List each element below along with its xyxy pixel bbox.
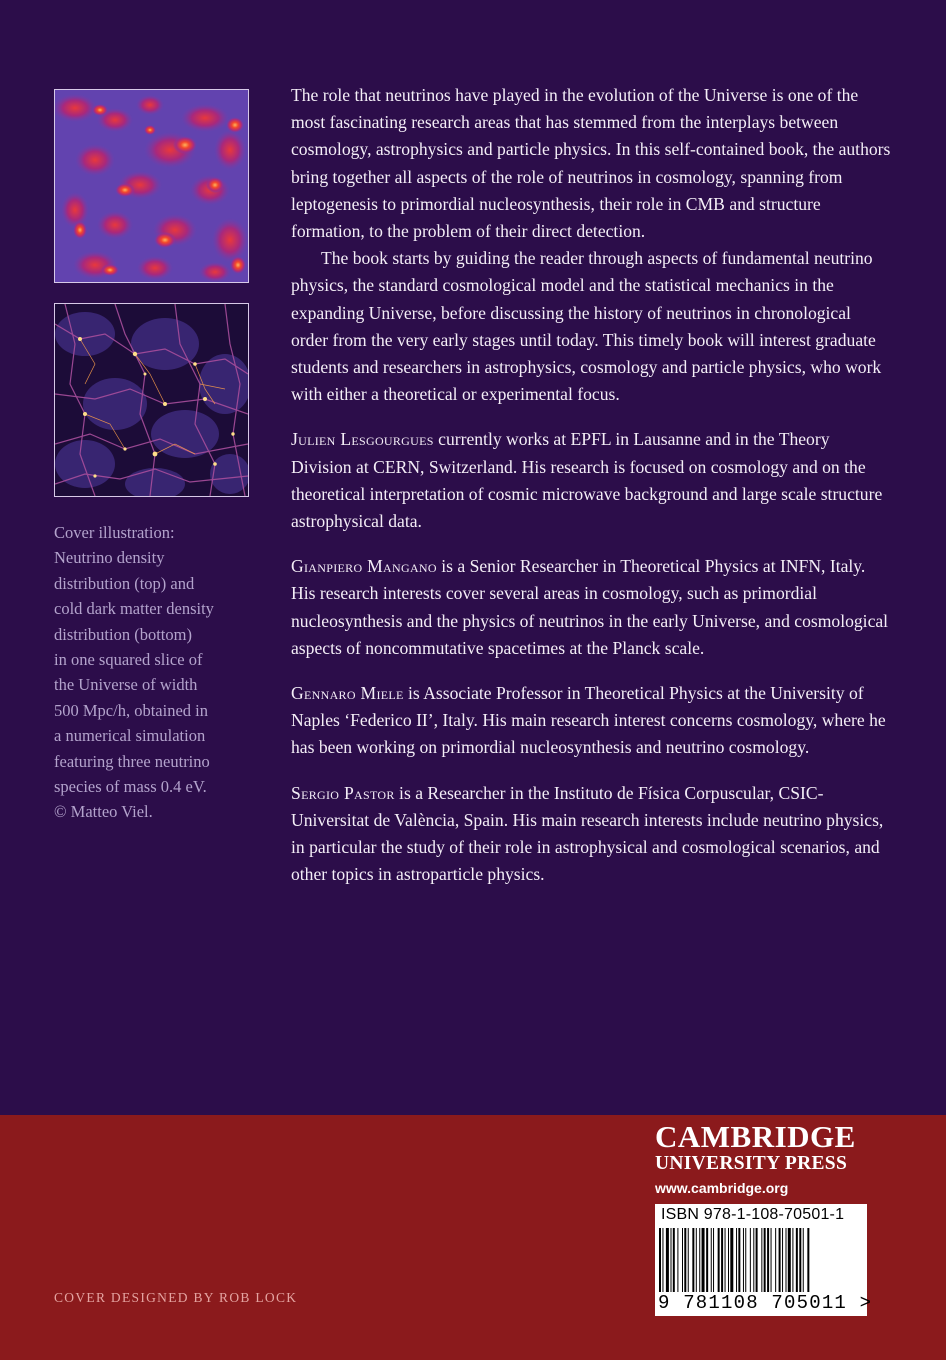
barcode-bar bbox=[730, 1228, 733, 1292]
barcode-bar bbox=[688, 1228, 689, 1292]
author-bio-lesgourgues bbox=[291, 426, 891, 535]
barcode-bar bbox=[771, 1228, 772, 1292]
author-name: Sergio Pastor bbox=[291, 782, 395, 803]
barcode-digits: 9 781108 705011 > bbox=[658, 1292, 873, 1314]
barcode-bar bbox=[736, 1228, 737, 1292]
barcode-bar bbox=[696, 1228, 697, 1292]
caption-line: Neutrino density bbox=[54, 548, 165, 568]
isbn-barcode bbox=[655, 1204, 873, 1316]
publisher-name: CAMBRIDGE bbox=[655, 1119, 856, 1154]
barcode-bar bbox=[743, 1228, 744, 1292]
caption-line: the Universe of width bbox=[54, 675, 198, 695]
caption-line: © Matteo Viel. bbox=[54, 802, 153, 822]
barcode-bar bbox=[662, 1228, 663, 1292]
caption-line: cold dark matter density bbox=[54, 599, 214, 619]
barcode-bar bbox=[721, 1228, 723, 1292]
caption-line: Cover illustration: bbox=[54, 523, 175, 542]
barcode-bar bbox=[738, 1228, 740, 1292]
barcode-bar bbox=[682, 1228, 683, 1292]
caption-line: in one squared slice of bbox=[54, 650, 203, 670]
barcode-bar bbox=[699, 1228, 700, 1292]
barcode-bar bbox=[764, 1228, 766, 1292]
caption-line: 500 Mpc/h, obtained in bbox=[54, 700, 208, 720]
author-name: Julien Lesgourgues bbox=[291, 429, 434, 450]
barcode-bar bbox=[725, 1228, 726, 1292]
barcode-bar bbox=[803, 1228, 804, 1292]
barcode-bar bbox=[782, 1228, 783, 1292]
barcode-bar bbox=[677, 1228, 678, 1292]
author-bio-pastor bbox=[291, 780, 891, 889]
barcode-bar bbox=[788, 1228, 791, 1292]
author-name: Gianpiero Mangano bbox=[291, 556, 437, 577]
barcode-bar bbox=[792, 1228, 793, 1292]
barcode-bar bbox=[761, 1228, 762, 1292]
author-name: Gennaro Miele bbox=[291, 683, 404, 704]
barcode-bar bbox=[673, 1228, 675, 1292]
barcode-bar bbox=[807, 1228, 809, 1292]
barcode-bar bbox=[684, 1228, 686, 1292]
author-bio-text: is Associate Professor in Theoretical Physics at the University of Naples ‘Federico II’, Italy. His main research interest concerns cosmology, where he has been working on primordial nucleosynthesis and neutrino cosmology. bbox=[291, 683, 886, 758]
caption-line: a numerical simulation bbox=[54, 726, 206, 746]
caption-line: featuring three neutrino bbox=[54, 751, 210, 771]
barcode-bar bbox=[666, 1228, 669, 1292]
barcode-bar bbox=[753, 1228, 754, 1292]
barcode-bar bbox=[659, 1228, 661, 1292]
author-bio-mangano bbox=[291, 553, 891, 662]
cover-designer-credit: COVER DESIGNED BY ROB LOCK bbox=[54, 1290, 298, 1305]
barcode-bar bbox=[756, 1228, 758, 1292]
dark-matter-density-image bbox=[54, 303, 249, 497]
blurb-paragraph-1: The role that neutrinos have played in the evolution of the Universe is one of the most fascinating research areas that has stemmed from the interplays between cosmology, astrophysics and particle physics. In this self-contained book, the authors bring together all aspects of the role of neutrinos in cosmology, spanning from leptogenesis to primordial nucleosynthesis, their role in CMB and structure formation, to the problem of their direct detection. bbox=[291, 85, 891, 242]
caption-line: species of mass 0.4 eV. bbox=[54, 777, 207, 797]
barcode-bar bbox=[702, 1228, 705, 1292]
barcode-bar bbox=[779, 1228, 781, 1292]
barcode-bar bbox=[728, 1228, 729, 1292]
blurb-column bbox=[291, 82, 891, 888]
author-bio-text: currently works at EPFL in Lausanne and in the Theory Division at CERN, Switzerland. His research is focused on cosmology and on the theoretical interpretation of cosmic microwave background and large scale structure astrophysical data. bbox=[291, 429, 883, 532]
barcode-bar bbox=[692, 1228, 694, 1292]
barcode-bar bbox=[671, 1228, 672, 1292]
barcode-bar bbox=[799, 1228, 801, 1292]
barcode-bar bbox=[711, 1228, 712, 1292]
barcode-bar bbox=[713, 1228, 714, 1292]
barcode-bar bbox=[775, 1228, 776, 1292]
neutrino-density-image bbox=[54, 89, 249, 283]
barcode-bar bbox=[796, 1228, 798, 1292]
cover-illustration-caption bbox=[54, 520, 254, 825]
author-bio-miele bbox=[291, 680, 891, 762]
author-bio-text: is a Senior Researcher in Theoretical Physics at INFN, Italy. His research interests cover several areas in cosmology, such as primordial nucleosynthesis and the physics of neutrinos in the early Universe, and cosmological aspects of noncommutative spacetimes at the Planck scale. bbox=[291, 556, 889, 658]
caption-line: distribution (bottom) bbox=[54, 624, 192, 644]
isbn-label: ISBN 978-1-108-70501-1 bbox=[661, 1206, 845, 1223]
author-bio-text: is a Researcher in the Instituto de Física Corpuscular, CSIC-Universitat de València, Spain. His main research interests include neutrino physics, in particular the study of their role in astrophysical and cosmological scenarios, and other topics in astroparticle physics. bbox=[291, 782, 884, 885]
caption-line: distribution (top) and bbox=[54, 573, 195, 593]
publisher-subname: UNIVERSITY PRESS bbox=[655, 1153, 848, 1174]
barcode-bars bbox=[659, 1228, 863, 1292]
barcode-bar bbox=[767, 1228, 769, 1292]
barcode-bar bbox=[706, 1228, 708, 1292]
barcode-bar bbox=[745, 1228, 746, 1292]
blurb-paragraph-2: The book starts by guiding the reader through aspects of fundamental neutrino physics, the standard cosmological model and the statistical mechanics in the expanding Universe, before discussing the history of neutrinos in chronological order from the very early stages until today. This timely book will interest graduate students and researchers in astrophysics, cosmology and particle physics, who work with either a theoretical or experimental focus. bbox=[291, 248, 882, 405]
publisher-logo bbox=[655, 1120, 875, 1198]
barcode-bar bbox=[718, 1228, 720, 1292]
publisher-url: www.cambridge.org bbox=[655, 1180, 789, 1196]
barcode-bar bbox=[786, 1228, 787, 1292]
barcode-bar bbox=[750, 1228, 751, 1292]
